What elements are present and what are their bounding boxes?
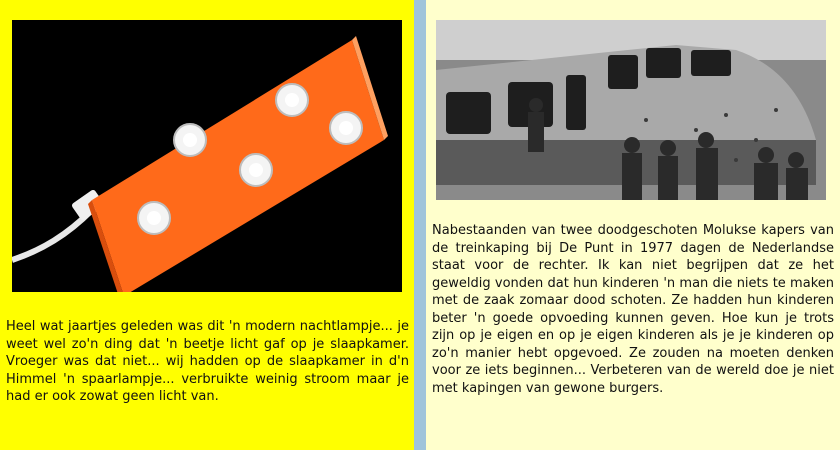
- night-lamp-caption: Heel wat jaartjes geleden was dit 'n modern nachtlampje... je weet wel zo'n ding dat 'n beetje licht gaf op je slaapkamer. Vroeger was dat niet... wij hadden op de slaapkamer in d'n Himmel 'n spaarlampje... verbruikte weinig stroom maar je had er ook zowat geen licht van.: [6, 319, 409, 404]
- night-lamp-illustration: [12, 20, 402, 292]
- right-panel: [426, 0, 840, 450]
- left-panel: [0, 0, 414, 450]
- night-lamp-photo: [12, 20, 402, 292]
- train-hijacking-photo: [436, 20, 826, 200]
- train-hijacking-caption: Nabestaanden van twee doodgeschoten Molukse kapers van de treinkaping bij De Punt in 1977 dagen de Nederlandse staat voor de rechter. Ik kan niet begrijpen dat ze het geweldig vonden dat hun kinderen 'n man die niets te maken met de zaak zomaar dood schoten. Ze hadden hun kinderen beter 'n goede opvoeding kunnen geven. Hoe kun je trots zijn op je eigen en op je eigen kinderen als je je kinderen op zo'n manier hebt opgevoed. Ze zouden na moeten denken voor ze iets beginnen... Verbeteren van de wereld doe je niet met kapingen van gewone burgers.: [432, 223, 834, 396]
- column-divider: [414, 0, 426, 450]
- train-photo-illustration: [436, 20, 826, 200]
